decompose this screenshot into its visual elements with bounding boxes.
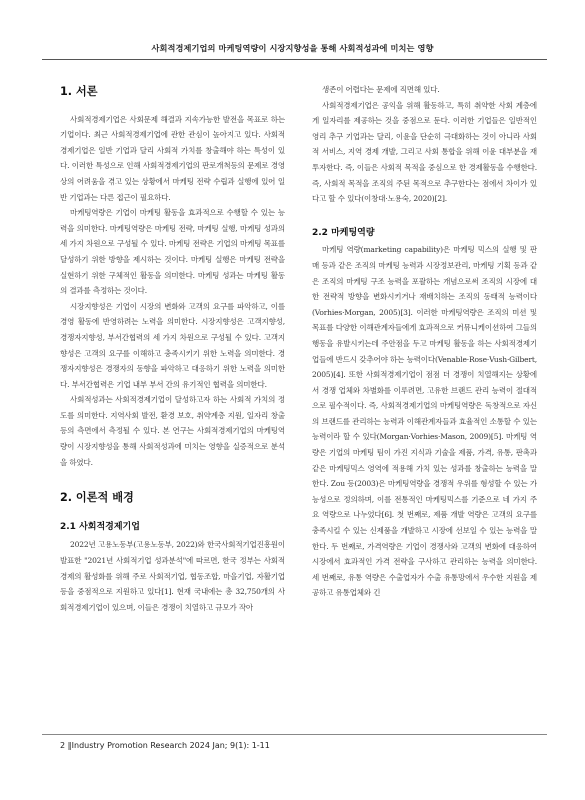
page-footer: 2 ‖Industry Promotion Research 2024 Jan; 9(1): 1-11 — [60, 741, 270, 750]
body-paragraph: 2022년 고용노동부(고용노동부, 2022)와 한국사회적기업진흥원이 발표한 "2021년 사회적기업 성과분석"에 따르면, 한국 정부는 사회적경제의 활성화를 위해 주로 사회적기업, 협동조합, 마을기업, 자활기업 등을 중점적으로 지원하고 있다[1]. 현재 국내에는 총 32,750개의 사회적경제기업이 있으며, 이들은 경쟁이 치열하고 규모가 작아 — [60, 540, 285, 612]
body-paragraph: 마케팅 역량(marketing capability)은 마케팅 믹스의 실행 및 판매 등과 같은 조직의 마케팅 능력과 시장정보관리, 마케팅 기획 등과 같은 조직의 마케팅 구조 능력을 포괄하는 개념으로써 조직의 시장에 대한 전략적 방향을 변화시키거나 재배치하는 조직의 동태적 능력이다(Vorhies·Morgan, 2005)[3]. 이러한 마케팅역량은 조직의 미션 및 목표를 다양한 이해관계자들에게 효과적으로 커뮤니케이션하여 그들의 행동을 유발시키는데 주안점을 두고 마케팅 활동을 하는 사회적경제기업들에 반드시 갖추어야 하는 능력이다(Venable·Rose·Vush·Gilbert, 2005)[4]. 또한 사회적경제기업이 점점 더 경쟁이 치열해지는 상황에서 경쟁 업체와 차별화를 이루려면, 고유한 브랜드 관리 능력이 절대적으로 필수적이다. 즉, 사회적경제기업의 마케팅역량은 독창적으로 자신의 브랜드를 관리하는 능력과 이해관계자들과 효율적인 소통할 수 있는 능력이라 할 수 있다(Morgan·Vorhies·Mason, 2009)[5]. 마케팅 역량은 기업의 마케팅 팀이 가진 지식과 기술을 제품, 가격, 유통, 판촉과 같은 마케팅믹스 영역에 적용해 가치 있는 성과를 창출하는 능력을 말한다. Zou 등(2003)은 마케팅역량을 경쟁적 우위를 형성할 수 있는 가능성으로 정의하며, 이를 전통적인 마케팅믹스를 기준으로 네 가지 주요 역량으로 나누었다[6]. 첫 번째로, 제품 개발 역량은 고객의 요구를 충족시킬 수 있는 신제품을 개발하고 시장에 선보일 수 있는 능력을 말한다. 두 번째로, 가격역량은 기업이 경쟁사와 고객의 변화에 대응하여 시장에서 효과적인 가격 전략을 구사하고 관리하는 능력을 의미한다. 세 번째로, 유통 역량은 수출업자가 수출 유통망에서 우수한 지원을 제공하고 유통업체와 긴 — [312, 245, 537, 598]
subsection-heading-social-enterprise: 2.1 사회적경제기업 — [60, 521, 140, 532]
right-column — [312, 82, 537, 601]
intro-paragraph: 시장지향성은 기업이 시장의 변화와 고객의 요구를 파악하고, 이를 경영 활동에 반영하려는 노력을 의미한다. 시장지향성은 고객지향성, 경쟁자지향성, 부서간협력의 세 가지 차원으로 구성될 수 있다. 고객지향성은 고객의 요구를 이해하고 충족시키기 위한 노력을 의미한다. 경쟁자지향성은 경쟁자의 동향을 파악하고 대응하기 위한 노력을 의미한다. 부서간협력은 기업 내부 부서 간의 유기적인 협력을 의미한다. — [60, 301, 285, 389]
subsection-heading-marketing-capability: 2.2 마케팅역량 — [312, 227, 375, 238]
body-paragraph: 사회적경제기업은 공익을 위해 활동하고, 특히 취약한 사회 계층에게 일자리를 제공하는 것을 중점으로 둔다. 이러한 기업들은 일반적인 영리 추구 기업과는 달리, 이윤을 단순히 극대화하는 것이 아니라 사회적 서비스, 지역 경제 개발, 그리고 사회 통합을 위해 이윤 대부분을 재투자한다. 즉, 이들은 사회적 목적을 중심으로 한 경제활동을 수행한다. 즉, 사회적 목적을 조직의 주된 목적으로 추구한다는 점에서 차이가 있다고 할 수 있다(이창대·노용숙, 2020)[2]. — [312, 100, 537, 204]
footer-rule — [42, 734, 547, 735]
intro-paragraph: 마케팅역량은 기업이 마케팅 활동을 효과적으로 수행할 수 있는 능력을 의미한다. 마케팅역량은 마케팅 전략, 마케팅 실행, 마케팅 성과의 세 가지 차원으로 구성될 수 있다. 마케팅 전략은 기업의 마케팅 목표를 달성하기 위한 방향을 제시하는 것이다. 마케팅 실행은 마케팅 전략을 실현하기 위한 구체적인 활동을 의미한다. 마케팅 성과는 마케팅 활동의 결과를 측정하는 것이다. — [60, 208, 285, 296]
left-column — [60, 84, 285, 615]
section-heading-introduction: 1. 서론 — [60, 85, 98, 98]
header-rule — [42, 59, 547, 60]
intro-paragraph: 사회적경제기업은 사회문제 해결과 지속가능한 발전을 목표로 하는 기업이다. 최근 사회적경제기업에 관한 관심이 높아지고 있다. 사회적경제기업은 일반 기업과 달리 사회적 가치를 창출해야 하는 특성이 있다. 이러한 특성으로 인해 사회적경제기업의 판로개척등의 문제로 경영상의 어려움을 겪고 있는 상황에서 마케팅 전략 수립과 실행에 있어 일반 기업과는 다른 접근이 필요하다. — [60, 114, 285, 202]
running-header: 사회적경제기업의 마케팅역량이 시장지향성을 통해 사회적성과에 미치는 영향 — [151, 43, 434, 53]
intro-paragraph: 사회적성과는 사회적경제기업이 달성하고자 하는 사회적 가치의 정도를 의미한다. 지역사회 발전, 환경 보호, 취약계층 지원, 일자리 창출 등의 측면에서 측정될 수 있다. 본 연구는 사회적경제기업의 마케팅역량이 시장지향성을 통해 사회적성과에 미치는 영향을 실증적으로 분석을 하였다. — [60, 395, 285, 467]
section-heading-theory: 2. 이론적 배경 — [60, 491, 134, 505]
body-paragraph: 생존이 어렵다는 문제에 직면해 있다. — [322, 85, 440, 94]
